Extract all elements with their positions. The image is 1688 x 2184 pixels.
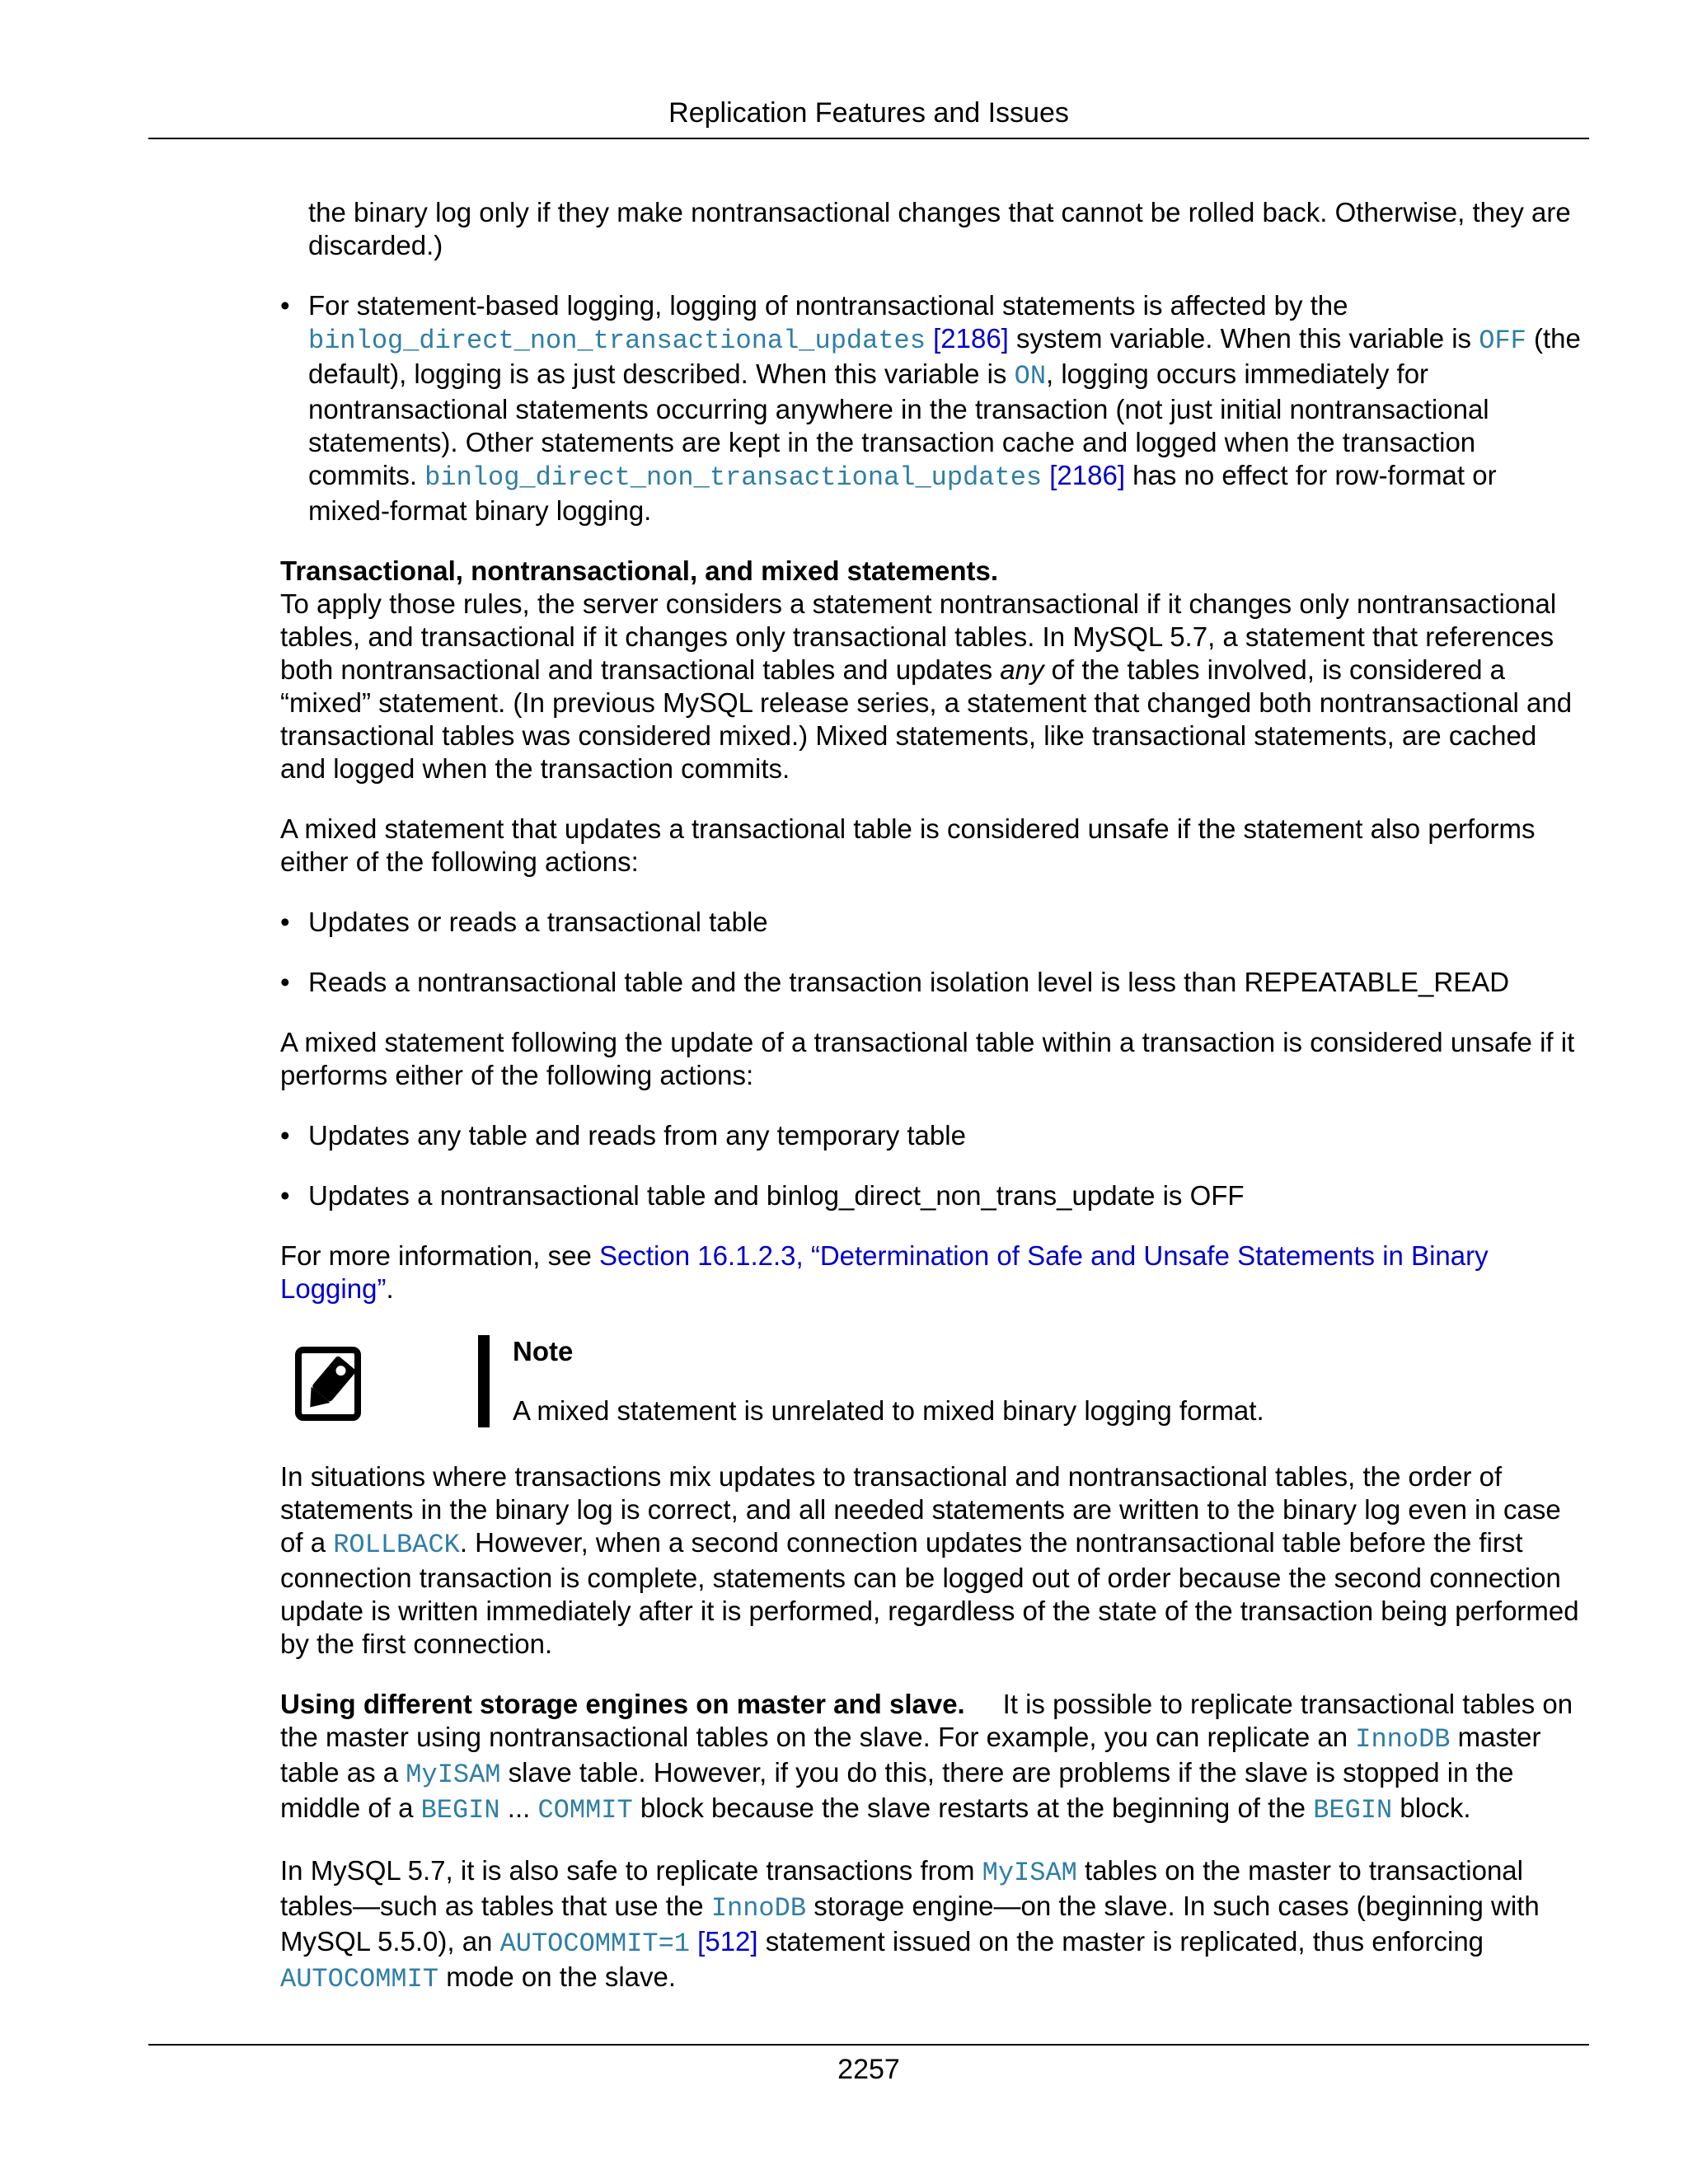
run-in-heading: Transactional, nontransactional, and mixed statements.	[280, 555, 999, 586]
page-header: Replication Features and Issues	[668, 97, 1069, 129]
paragraph: A mixed statement that updates a transactional table is considered unsafe if the statement also performs either of the following actions:	[280, 813, 1536, 877]
list-item	[280, 906, 1582, 939]
text-run: For statement-based logging, logging of nontransactional statements is affected by the	[308, 290, 1348, 321]
code-statement-link[interactable]: COMMIT	[537, 1795, 633, 1825]
bullet-list-unsafe-actions-1	[280, 906, 1582, 999]
text-run: . However, when a second connection updates the nontransactional table before the first connection transaction is complete, statements can be logged out of order because the second connection update is written immediately after it is performed, regardless of the state of the transaction being performed by the first connection.	[280, 1527, 1579, 1659]
text-run: system variable. When this variable is	[1008, 323, 1479, 354]
note-text: A mixed statement is unrelated to mixed binary logging format.	[513, 1395, 1264, 1426]
code-value-link[interactable]: OFF	[1479, 326, 1526, 356]
paragraph-ordering	[280, 1460, 1582, 1661]
list-item-text: Reads a nontransactional table and the transaction isolation level is less than REPEATABLE_READ	[308, 967, 1510, 997]
page-reference-link[interactable]: [2186]	[933, 323, 1009, 354]
code-engine-link[interactable]: MyISAM	[406, 1760, 501, 1790]
text-run: has no effect for row-format or mixed-format binary logging.	[308, 460, 1497, 526]
paragraph-storage-engines	[280, 1688, 1582, 1827]
code-variable-link[interactable]: AUTOCOMMIT=1	[499, 1929, 690, 1959]
text-run: .	[386, 1273, 394, 1304]
emphasis-text: any	[1000, 654, 1044, 685]
paragraph: A mixed statement following the update of a transactional table within a transaction is considered unsafe if it performs either of the following actions:	[280, 1027, 1575, 1090]
code-variable-link[interactable]: AUTOCOMMIT	[280, 1964, 439, 1994]
code-value-link[interactable]: ON	[1014, 361, 1047, 391]
text-run: In situations where transactions mix updates to transactional and nontransactional tables, the order of statements in the binary log is correct, and all needed statements are written to the binary log even in case of a	[280, 1461, 1561, 1558]
list-item-text: Updates a nontransactional table and binlog_direct_non_trans_update is OFF	[308, 1180, 1245, 1211]
list-item	[280, 966, 1582, 999]
text-run: storage engine—on the slave. In such cases (beginning with MySQL 5.5.0), an	[280, 1891, 1540, 1957]
code-engine-link[interactable]: InnoDB	[1355, 1724, 1451, 1755]
text-run: For more information, see	[280, 1240, 599, 1271]
text-run: In MySQL 5.7, it is also safe to replicate transactions from	[280, 1855, 982, 1886]
text-run: block.	[1392, 1793, 1471, 1823]
code-engine-link[interactable]: InnoDB	[710, 1893, 807, 1924]
text-run: , logging occurs immediately for nontransactional statements occurring anywhere in the transaction (not just initial nontransactional statements). Other statements are kept in the transaction cache and logged when the transaction commits.	[308, 359, 1489, 490]
page-reference-link[interactable]: [512]	[697, 1926, 758, 1957]
code-variable-link[interactable]: binlog_direct_non_transactional_updates	[424, 462, 1043, 493]
code-statement-link[interactable]: BEGIN	[420, 1795, 500, 1825]
text-run: statement issued on the master is replicated, thus enforcing	[757, 1926, 1484, 1957]
list-item	[280, 1179, 1582, 1212]
bullet-list-unsafe-actions-2	[280, 1119, 1582, 1212]
bullet-icon: •	[280, 1120, 290, 1151]
list-item-text: Updates or reads a transactional table	[308, 907, 768, 937]
text-run: tables on the master to transactional tables—such as tables that use the	[280, 1855, 1523, 1921]
code-engine-link[interactable]: MyISAM	[982, 1858, 1077, 1888]
page-reference-link[interactable]: [2186]	[1049, 460, 1126, 490]
note-title: Note	[513, 1336, 574, 1366]
text-run: slave table. However, if you do this, there are problems if the slave is stopped in the middle of a	[280, 1757, 1514, 1823]
page-content	[280, 196, 1582, 2023]
text-run: mode on the slave.	[438, 1961, 677, 1992]
run-in-heading: Using different storage engines on master and slave.	[280, 1689, 965, 1719]
note-accent-bar	[478, 1335, 490, 1427]
paragraph-more-info	[280, 1240, 1582, 1305]
paragraph-mixed-statements	[280, 555, 1582, 785]
bullet-icon: •	[280, 907, 290, 937]
bullet-icon: •	[280, 290, 290, 321]
text-run: To apply those rules, the server considers a statement nontransactional if it changes only nontransactional tables, and transactional if it changes only transactional tables. In MySQL 5.7, a statement that references both nontransactional and transactional tables and updates	[280, 588, 1557, 685]
footer-divider	[148, 2044, 1589, 2046]
bullet-icon: •	[280, 967, 290, 997]
note-admonition	[280, 1335, 1582, 1427]
section-link[interactable]: Section 16.1.2.3, “Determination of Safe and Unsafe Statements in Binary Logging”	[280, 1240, 1489, 1304]
code-statement-link[interactable]: BEGIN	[1313, 1795, 1393, 1825]
header-divider	[148, 138, 1589, 139]
text-run: of the tables involved, is considered a “mixed” statement. (In previous MySQL release series, a statement that changed both nontransactional and transactional tables was considered mixed.) Mixed statements, like transactional statements, are cached and logged when the transaction commits.	[280, 654, 1573, 784]
list-item	[280, 1119, 1582, 1152]
note-icon	[295, 1347, 364, 1421]
text-run: block because the slave restarts at the beginning of the	[632, 1793, 1314, 1823]
list-item-text: Updates any table and reads from any temporary table	[308, 1120, 966, 1151]
continued-paragraph: the binary log only if they make nontransactional changes that cannot be rolled back. Otherwise, they are discarded.)	[308, 197, 1571, 260]
text-run: ...	[499, 1793, 538, 1823]
text-run: It is possible to replicate transactional tables on the master using nontransactional tables on the slave. For example, you can replicate an	[280, 1689, 1573, 1752]
bullet-icon: •	[280, 1180, 290, 1211]
bullet-list-logging	[280, 289, 1582, 527]
text-run: (the default), logging is as just described. When this variable is	[308, 323, 1581, 389]
paragraph-autocommit	[280, 1854, 1582, 1996]
code-statement-link[interactable]: ROLLBACK	[333, 1530, 460, 1560]
code-variable-link[interactable]: binlog_direct_non_transactional_updates	[308, 326, 926, 356]
text-run: master table as a	[280, 1722, 1541, 1788]
list-item	[280, 289, 1582, 527]
page-number: 2257	[837, 2054, 900, 2085]
